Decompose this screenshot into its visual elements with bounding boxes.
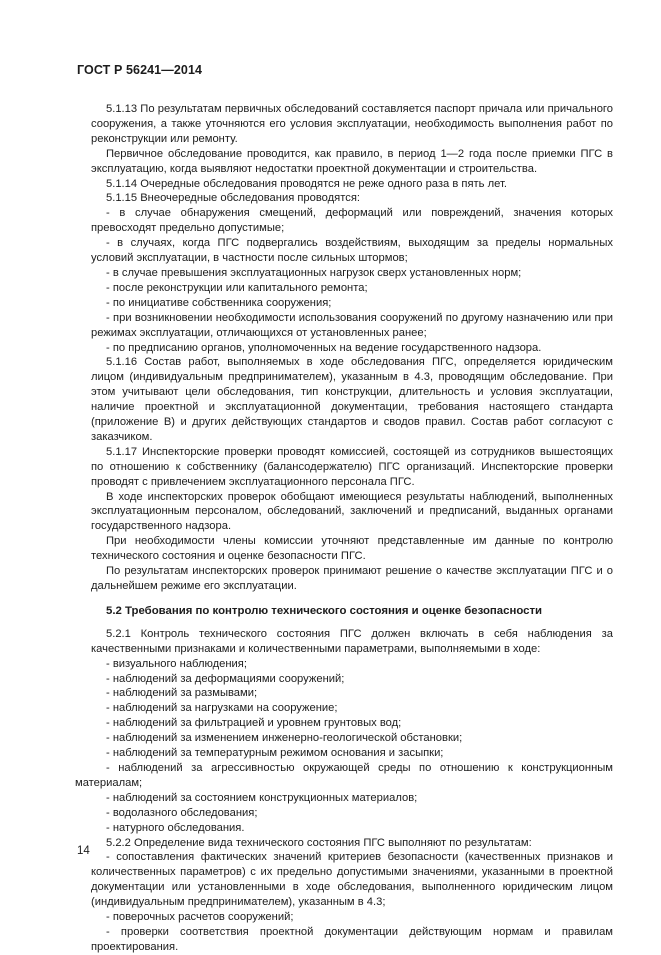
document-body — [75, 102, 613, 955]
list-item: - наблюдений за деформациями сооружений; — [106, 672, 345, 685]
list-item: - в случае превышения эксплуатационных нагрузок сверх установленных норм; — [106, 266, 522, 279]
list-item: - наблюдений за нагрузками на сооружение; — [106, 702, 338, 715]
list-item: - наблюдений за агрессивностью окружающей среды по отношению к конструкционным материалам; — [75, 761, 613, 789]
list-item: - по предписанию органов, уполномоченных на ведение государственного надзора. — [106, 341, 542, 354]
section-heading: 5.2 Требования по контролю технического состояния и оценке безопасности — [106, 604, 543, 617]
paragraph: 5.2.2 Определение вида технического состояния ПГС выполняют по результатам: — [106, 836, 532, 849]
list-item: - наблюдений за состоянием конструкционных материалов; — [106, 791, 418, 804]
paragraph: 5.2.1 Контроль технического состояния ПГС должен включать в себя наблюдения за качественными признаками и количественными параметрами, выполняемыми в ходе: — [91, 627, 613, 655]
paragraph: При необходимости члены комиссии уточняют представленные им данные по контролю технического состояния и оценке безопасности ПГС. — [91, 535, 613, 563]
paragraph: 5.1.13 По результатам первичных обследований составляется паспорт причала или причального сооружения, а также уточняются его условия эксплуатации, необходимость выполнения работ по реконструкции или ремонту. — [91, 103, 613, 145]
list-item: - после реконструкции или капитального ремонта; — [106, 281, 368, 294]
list-item: - по инициативе собственника сооружения; — [106, 296, 332, 309]
paragraph: 5.1.14 Очередные обследования проводятся не реже одного раза в пять лет. — [106, 177, 507, 190]
list-item: - проверки соответствия проектной документации действующим нормам и правилам проектирования. — [91, 925, 613, 953]
list-item: - наблюдений за температурным режимом основания и засыпки; — [106, 747, 444, 760]
paragraph: 5.1.15 Внеочередные обследования проводятся: — [106, 192, 361, 205]
list-item: - водолазного обследования; — [106, 806, 258, 819]
list-item: - наблюдений за размывами; — [106, 687, 258, 700]
list-item: - при возникновении необходимости использования сооружений по другому назначению или при режимах эксплуатации, отличающихся от установленных ранее; — [91, 311, 613, 339]
list-item: - наблюдений за изменением инженерно-геологической обстановки; — [106, 732, 463, 745]
paragraph: По результатам инспекторских проверок принимают решение о качестве эксплуатации ПГС и о дальнейшем режиме его эксплуатации. — [91, 565, 613, 592]
list-item: - натурного обследования. — [106, 821, 245, 834]
list-item: - поверочных расчетов сооружений; — [106, 911, 294, 924]
page-number: 14 — [77, 845, 90, 857]
standard-title: ГОСТ Р 56241—2014 — [77, 63, 203, 77]
list-item: - в случае обнаружения смещений, деформаций или повреждений, значения которых превосходят предельно допустимые; — [91, 207, 613, 235]
paragraph: 5.1.16 Состав работ, выполняемых в ходе обследования ПГС, определяется юридическим лицом (индивидуальным предпринимателем), указанным в 4.3, проводящим обследование. При этом учитывают цели обследования, тип конструкции, длительность и условия эксплуатации, наличие проектной и эксплуатационной документации, требования настоящего стандарта (приложение В) и других действующих стандартов и сводов правил. Состав работ согласуют с заказчиком. — [91, 356, 613, 443]
list-item: - в случаях, когда ПГС подвергались воздействиям, выходящим за пределы нормальных условий эксплуатации, в частности после сильных штормов; — [91, 237, 613, 265]
paragraph: Первичное обследование проводится, как правило, в период 1—2 года после приемки ПГС в эксплуатацию, когда выявляют недостатки проектной документации и строительства. — [91, 147, 613, 175]
paragraph: 5.1.17 Инспекторские проверки проводят комиссией, состоящей из сотрудников вышестоящих по отношению к собственнику (балансодержателю) ПГС организаций. Инспекторские проверки проводят с привлечением эксплуатационного персонала ПГС. — [91, 445, 613, 488]
list-item: - визуального наблюдения; — [106, 657, 247, 670]
list-item: - наблюдений за фильтрацией и уровнем грунтовых вод; — [106, 717, 402, 730]
list-item: - сопоставления фактических значений критериев безопасности (качественных признаков и количественных параметров) с их предельно допустимыми значениями, указанными в проектной документации или установленными в ходе обследования, выполненного юридическим лицом (индивидуальным предпринимателем), указанным в 4.3; — [91, 851, 613, 909]
paragraph: В ходе инспекторских проверок обобщают имеющиеся результаты наблюдений, выполненных эксплуатационным персоналом, обследований, заключений и предписаний, выданных органами государственного надзора. — [91, 490, 613, 533]
